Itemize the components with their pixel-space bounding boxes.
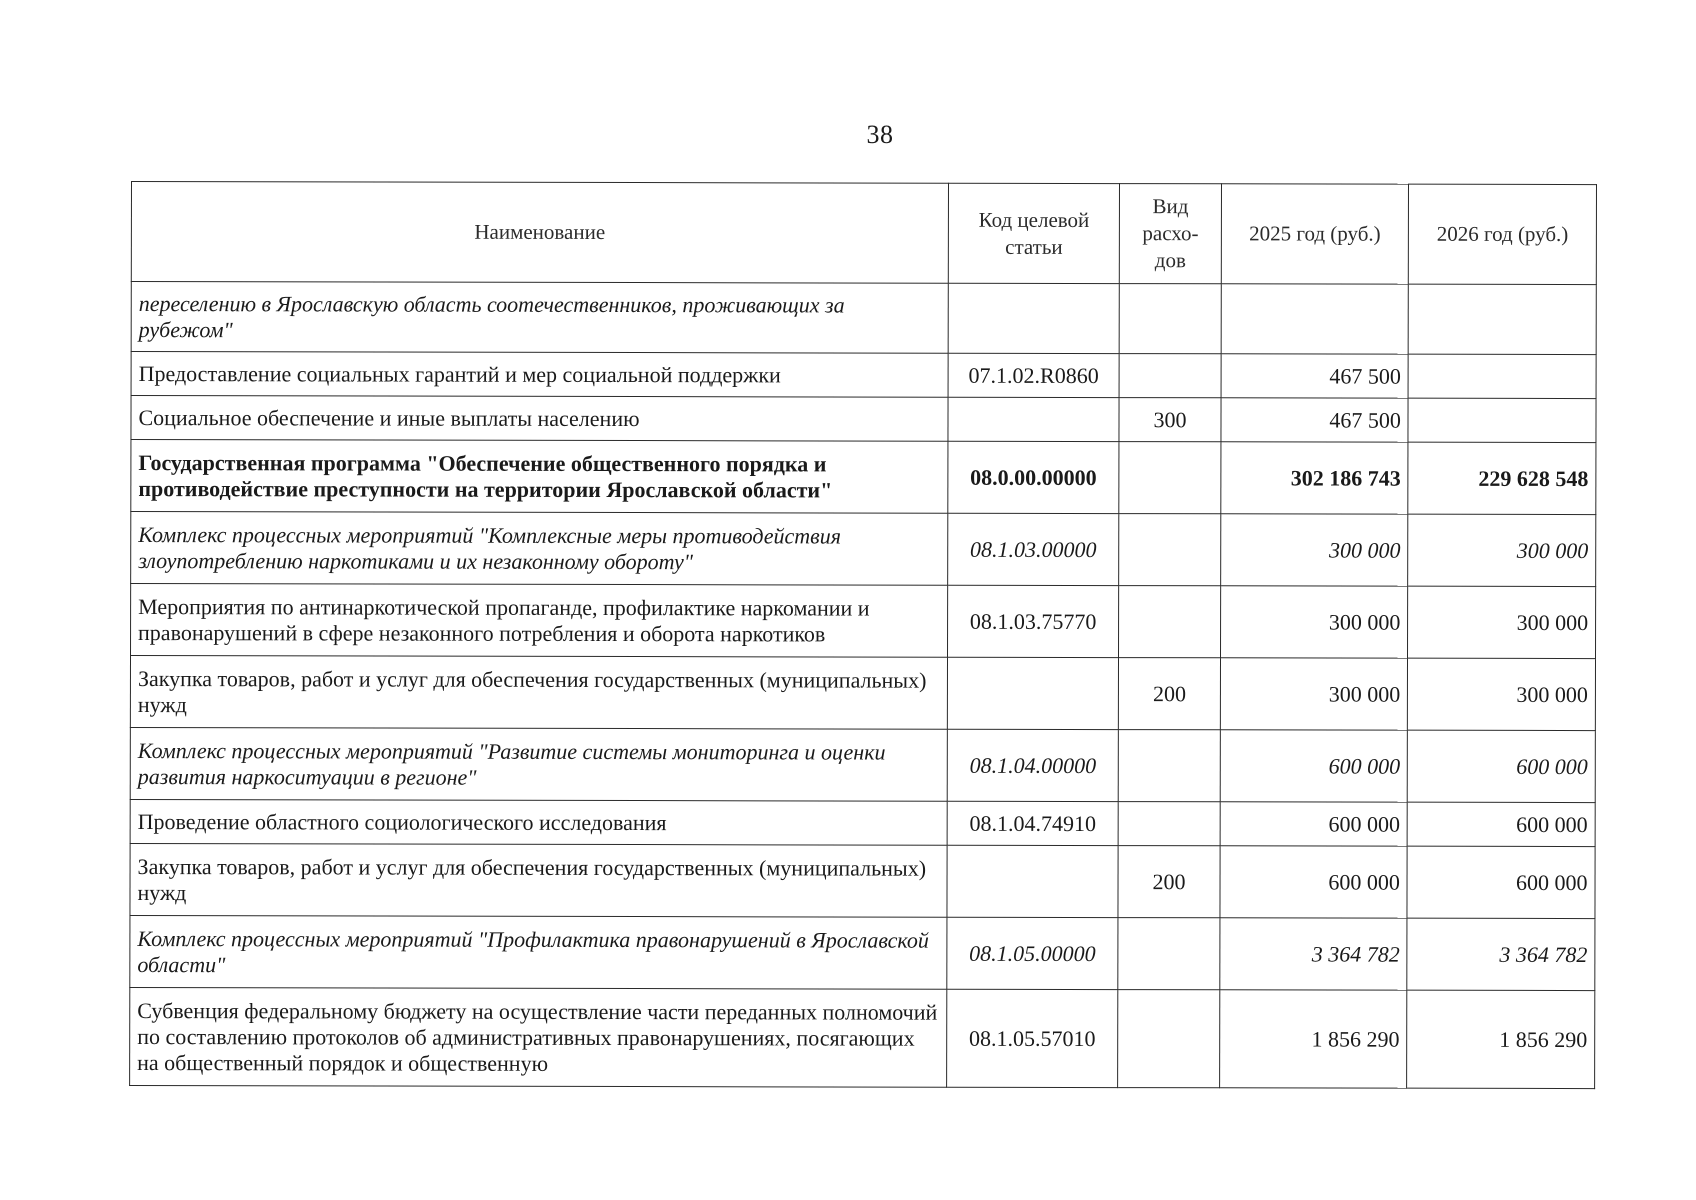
cell-name: Мероприятия по антинаркотической пропаганде, профилактике наркомании и правонарушений в сфере незаконного потребления и оборота наркотиков <box>131 584 948 658</box>
cell-2026: 600 000 <box>1407 846 1595 918</box>
cell-name: Закупка товаров, работ и услуг для обеспечения государственных (муниципальных) нужд <box>130 843 947 917</box>
cell-name: Предоставление социальных гарантий и мер социальной поддержки <box>131 352 948 398</box>
cell-type <box>1120 284 1221 354</box>
cell-type <box>1118 990 1220 1088</box>
cell-2026: 3 364 782 <box>1407 918 1595 990</box>
table-row <box>131 396 1596 443</box>
cell-name: Комплекс процессных мероприятий "Профилактика правонарушений в Ярославской области" <box>130 915 947 989</box>
table-row <box>130 656 1595 731</box>
cell-type <box>1119 730 1220 802</box>
cell-2025: 600 000 <box>1220 802 1408 846</box>
cell-code <box>947 657 1119 729</box>
cell-code: 08.1.04.00000 <box>947 729 1119 801</box>
cell-2025: 467 500 <box>1221 354 1409 398</box>
cell-2026: 600 000 <box>1408 730 1596 802</box>
cell-2026: 229 628 548 <box>1408 442 1596 514</box>
table-row <box>131 440 1596 515</box>
cell-code: 08.1.03.00000 <box>947 513 1119 585</box>
budget-table <box>129 181 1597 1089</box>
cell-name: Проведение областного социологического исследования <box>130 799 947 845</box>
header-name: Наименование <box>131 182 948 284</box>
cell-2025: 300 000 <box>1220 658 1408 730</box>
cell-code <box>948 397 1120 441</box>
cell-2026: 300 000 <box>1408 658 1596 730</box>
cell-code: 08.1.03.75770 <box>947 585 1119 657</box>
cell-name: Закупка товаров, работ и услуг для обеспечения государственных (муниципальных) нужд <box>130 656 947 730</box>
cell-type: 300 <box>1119 398 1220 442</box>
cell-2025: 1 856 290 <box>1219 990 1407 1088</box>
table-row <box>130 915 1595 990</box>
cell-code: 08.1.04.74910 <box>947 801 1119 845</box>
cell-name: переселению в Ярославскую область соотечественников, проживающих за рубежом" <box>131 282 948 354</box>
cell-2026 <box>1408 398 1596 442</box>
cell-name: Государственная программа "Обеспечение общественного порядка и противодействие преступности на территории Ярославской области" <box>131 440 948 514</box>
cell-name: Социальное обеспечение и иные выплаты населению <box>131 396 948 442</box>
cell-2026 <box>1408 354 1596 398</box>
table-row <box>131 282 1596 355</box>
header-year-2026: 2026 год (руб.) <box>1409 184 1597 284</box>
cell-type <box>1119 354 1220 398</box>
cell-code: 08.1.05.57010 <box>946 989 1118 1087</box>
cell-type <box>1119 442 1220 514</box>
cell-2025: 300 000 <box>1220 514 1408 586</box>
table-row <box>130 987 1595 1088</box>
cell-type: 200 <box>1118 846 1219 918</box>
cell-2025: 600 000 <box>1220 730 1408 802</box>
cell-2025: 302 186 743 <box>1221 442 1409 514</box>
cell-name: Комплекс процессных мероприятий "Комплексные меры противодействия злоупотреблению наркотиками и их незаконному обороту" <box>131 512 948 586</box>
table-body <box>130 282 1597 1089</box>
cell-code: 08.0.00.00000 <box>948 441 1120 513</box>
table-row <box>130 727 1595 802</box>
cell-type: 200 <box>1119 658 1220 730</box>
cell-2026: 300 000 <box>1408 586 1596 658</box>
header-type: Вид расхо-дов <box>1120 184 1222 284</box>
cell-code: 08.1.05.00000 <box>947 917 1119 989</box>
cell-2025 <box>1221 284 1409 354</box>
cell-type <box>1118 918 1219 990</box>
cell-2025: 300 000 <box>1220 586 1408 658</box>
cell-code: 07.1.02.R0860 <box>948 353 1120 397</box>
cell-code <box>948 283 1120 353</box>
header-year-2025: 2025 год (руб.) <box>1221 184 1409 284</box>
table-row <box>131 512 1596 587</box>
cell-2026: 300 000 <box>1408 514 1596 586</box>
cell-2025: 600 000 <box>1220 846 1408 918</box>
cell-code <box>947 845 1119 917</box>
cell-2026: 1 856 290 <box>1407 990 1595 1088</box>
table-row <box>130 843 1595 918</box>
cell-type <box>1119 586 1220 658</box>
table-row <box>131 352 1596 399</box>
cell-name: Комплекс процессных мероприятий "Развитие системы мониторинга и оценки развития наркоситуации в регионе" <box>130 727 947 801</box>
cell-type <box>1118 802 1219 846</box>
table-row <box>131 584 1596 659</box>
cell-type <box>1119 514 1220 586</box>
cell-2026 <box>1408 284 1596 354</box>
cell-2026: 600 000 <box>1407 802 1595 846</box>
cell-2025: 467 500 <box>1221 398 1409 442</box>
cell-name: Субвенция федеральному бюджету на осуществление части переданных полномочий по составлению протоколов об административных правонарушениях, посягающих на общественный порядок и общественную <box>130 987 947 1087</box>
table-header-row <box>131 182 1596 285</box>
table-row <box>130 799 1595 846</box>
page-number: 38 <box>866 120 894 149</box>
cell-2025: 3 364 782 <box>1220 918 1408 990</box>
header-code: Код целевой статьи <box>948 183 1120 283</box>
